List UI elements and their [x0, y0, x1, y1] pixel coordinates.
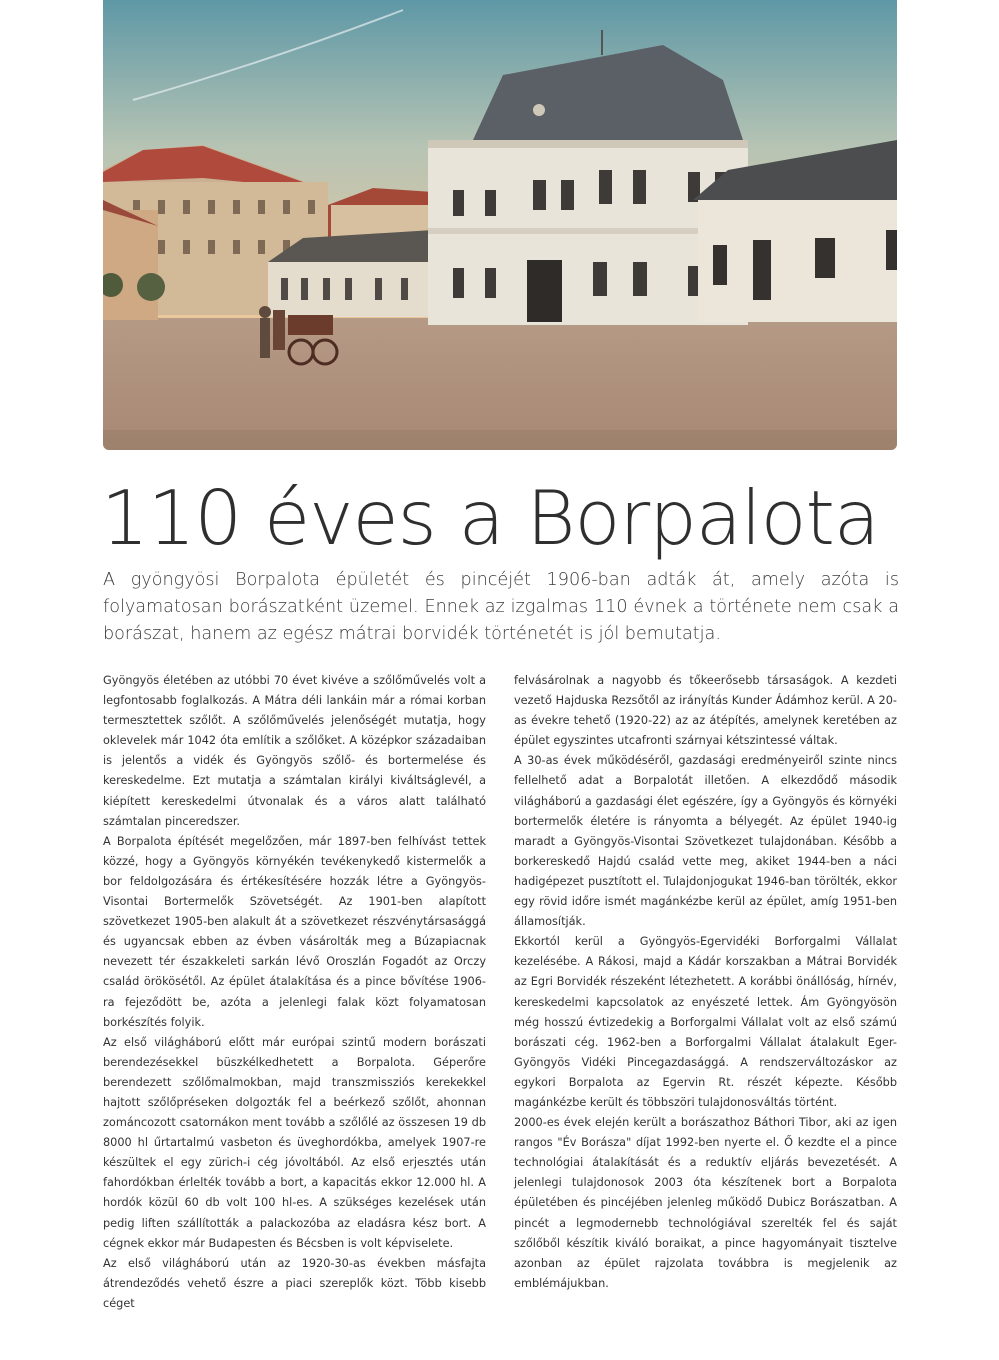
article-title: 110 éves a Borpalota [101, 474, 879, 562]
body-paragraph: Az első világháború után az 1920-30-as években másfajta átrendeződés vehető észre a piaci szereplők közt. Több kisebb céget [103, 1256, 486, 1310]
body-paragraph: Ekkortól kerül a Gyöngyös-Egervidéki Borforgalmi Vállalat kezelésébe. A Rákosi, majd a Kádár korszakban a Mátrai Borvidék az Egri Borvidék részeként létezhetett. A korábbi önállóság, hírnév, kereskedelmi kapcsolatok az enyészeté lettek. Ám Gyöngyösön még hosszú évtizedekig a Borforgalmi Vállalat volt az első számú borászati cég. 1962-ben a Borforgalmi Vállalat átalakult Eger-Gyöngyös Vidéki Pincegazdasággá. A rendszerváltozáskor az egykori Borpalota az Egervin Rt. részét képezte. Később magánkézbe került és többszöri tulajdonosváltás történt. [514, 935, 897, 1109]
borpalota-postcard-image [103, 0, 897, 450]
body-paragraph: Gyöngyös életében az utóbbi 70 évet kivéve a szőlőművelés volt a legfontosabb foglalkozás. A Mátra déli lankáin már a római korban termesztettek szőlőt. A szőlőművelés jelenőségét mutatja, hogy oklevelek már 1042 óta említik a szőlőket. A középkor századaiban is jelentős a vidék és Gyöngyös szőlő- és bortermelése és kereskedelme. Ezt mutatja a számtalan királyi kiváltságlevél, a kiépített kereskedelmi útvonalak és a város alatt található számtalan pinceredszer. [103, 674, 486, 828]
body-paragraph: 2000-es évek elején került a borászathoz Báthori Tibor, aki az igen rangos "Év Borásza" díjat 1992-ben nyerte el. Ő kezdte el a pince technológiai átalakítását és a reduktív eljárás bevezetését. A jelenlegi tulajdonosok 2003 óta készítenek bort a Borpalota épületében és pincéjében jelenleg működő Dubicz Borászatban. A pincét a legmodernebb technológiával szerelték fel és saját szőlőből készítik kiváló boraikat, a pince hagyományait tisztelve azonban az épület rajzolata továbbra is megjelenik az emblémájukban. [514, 1116, 897, 1290]
article-lead: A gyöngyösi Borpalota épületét és pincéjét 1906-ban adták át, amely azóta is folyamatosan borászatként üzemel. Ennek az izgalmas 110 évnek a története nem csak a borászat, hanem az egész mátrai borvidék történetét is jól bemutatja. [103, 570, 899, 644]
body-paragraph: felvásárolnak a nagyobb és tőkeerősebb társaságok. A kezdeti vezető Hajduska Rezsőtől az irányítás Kunder Ádámhoz kerül. A 20-as évekre tehető (1920-22) az az átépítés, amelynek keretében az épület egyszintes utcafronti szárnyai kétszintessé váltak. [514, 674, 897, 748]
article-body-right-column [514, 671, 897, 1294]
article-body-left-column [103, 671, 486, 1314]
body-paragraph: A Borpalota építését megelőzően, már 1897-ben felhívást tettek közzé, hogy a Gyöngyös környékén tevékenykedő kistermelők a bor feldolgozására és értékesítésére hozzák létre a Gyöngyös-Visontai Bortermelők Szövetségét. Az 1901-ben alapított szövetkezet 1905-ben alakult át a szövetkezet részvénytársasággá és ugyancsak ebben az évben vásárolták meg a Búzapiacnak nevezett tér északkeleti sarkán lévő Oroszlán Fogadót az Orczy család örökösétől. Az épület átalakítása és a pince bővítése 1906-ra fejeződött be, azóta a jelenlegi falak közt folyamatosan borkészítés folyik. [103, 834, 486, 1029]
body-paragraph: A 30-as évek működéséről, gazdasági eredményeiről szinte nincs fellelhető adat a Borpalotát illetően. A elkezdődő második világháború a gazdasági élet egészére, így a Gyöngyös és környéki bortermelők életére is rányomta a bélyegét. Az épület 1940-ig maradt a Gyöngyös-Visontai Szövetkezet tulajdonában. Később a borkereskedő Hajdú család vette meg, akiket 1944-ben a náci hadigépezet pusztított el. Tulajdonjogukat 1946-ban törölték, ekkor egy rövid időre ismét magánkézbe kerül az épület, amíg 1951-ben államosítják. [514, 754, 897, 929]
body-paragraph: Az első világháború előtt már európai szintű modern borászati berendezésekkel büszkélkedhetett a Borpalota. Géperőre berendezett szőlőmalmokban, majd transzmissziós kerekekkel hajtott szőlőpréseken dolgozták fel a beérkező szőlőt, ahonnan zománcozott csatornákon ment tovább a szőlőlé az összesen 19 db 8000 hl űrtartalmú vasbeton és üveghordókba, amelyek 1907-re készültek el egy zürich-i cég jóvoltából. Az első erjesztés után fahordókban érlelték tovább a bort, a kapacitás ekkor 12.000 hl. A hordók közül 60 db volt 100 hl-es. A szükséges kezelések után pedig liften szállították a palackozóba az eladásra kész bort. A cégnek ekkor már Budapesten és Bécsben is volt képviselete. [103, 1035, 486, 1250]
